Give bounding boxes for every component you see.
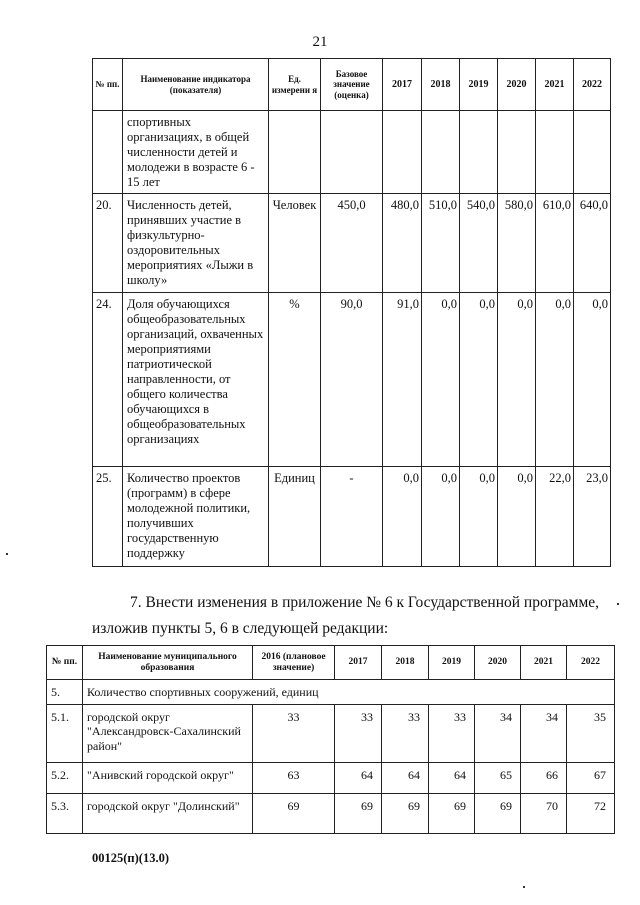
scan-speck (617, 603, 619, 605)
amendment-paragraph-line2: изложив пункты 5, 6 в следующей редакции: (92, 620, 389, 637)
value-2018: 33 (382, 705, 429, 763)
value-2018: 69 (382, 794, 429, 834)
row-number: 5. (47, 680, 83, 705)
value-2017 (383, 111, 422, 194)
municipality-name: городской округ "Долинский" (83, 794, 253, 834)
column-header: Наименование индикатора (показателя) (123, 59, 269, 111)
value-2019 (460, 111, 498, 194)
value-2017: 91,0 (383, 293, 422, 467)
value-2017: 64 (335, 763, 382, 794)
value-2019: 69 (429, 794, 475, 834)
value-2020: 0,0 (498, 467, 536, 567)
row-number: 25. (93, 467, 123, 567)
column-header: № пп. (93, 59, 123, 111)
value-2018 (422, 111, 460, 194)
row-number: 24. (93, 293, 123, 467)
municipality-name: городской округ "Александровск-Сахалинский район" (83, 705, 253, 763)
value-2019: 540,0 (460, 194, 498, 293)
value-2016: 69 (253, 794, 335, 834)
value-2016: 33 (253, 705, 335, 763)
value-2021: 610,0 (536, 194, 574, 293)
table-row (93, 111, 611, 194)
value-2019: 0,0 (460, 293, 498, 467)
table-header-row (93, 59, 611, 111)
value-2021: 70 (521, 794, 567, 834)
value-2020: 65 (475, 763, 521, 794)
value-2020: 580,0 (498, 194, 536, 293)
value-2022 (574, 111, 611, 194)
column-header: № пп. (47, 646, 83, 680)
unit: % (269, 293, 321, 467)
value-2017: 69 (335, 794, 382, 834)
column-header: 2022 (574, 59, 611, 111)
column-header: 2017 (383, 59, 422, 111)
value-2022: 72 (567, 794, 615, 834)
scan-speck (6, 553, 8, 555)
base-value: - (321, 467, 383, 567)
amendment-paragraph-line1: 7. Внести изменения в приложение № 6 к Государственной программе, (130, 594, 600, 611)
value-2020: 34 (475, 705, 521, 763)
row-number: 5.2. (47, 763, 83, 794)
value-2017: 0,0 (383, 467, 422, 567)
section-title: Количество спортивных сооружений, единиц (83, 680, 615, 705)
column-header: Базовое значение (оценка) (321, 59, 383, 111)
value-2020: 69 (475, 794, 521, 834)
value-2018: 0,0 (422, 293, 460, 467)
value-2022: 23,0 (574, 467, 611, 567)
row-number (93, 111, 123, 194)
value-2019: 64 (429, 763, 475, 794)
column-header: Наименование муниципального образования (83, 646, 253, 680)
indicators-table (92, 58, 611, 567)
column-header: 2020 (475, 646, 521, 680)
value-2016: 63 (253, 763, 335, 794)
section-row (47, 680, 615, 705)
page-number: 21 (312, 34, 328, 50)
scan-speck (523, 886, 525, 888)
indicator-name: Количество проектов (программ) в сфере молодежной политики, получивших государственную поддержку (123, 467, 269, 567)
value-2021: 66 (521, 763, 567, 794)
column-header: 2018 (422, 59, 460, 111)
indicator-name: Численность детей, принявших участие в физкультурно-оздоровительных мероприятиях «Лыжи в школу» (123, 194, 269, 293)
indicator-name: Доля обучающихся общеобразовательных организаций, охваченных мероприятиями патриотической направленности, от общего количества обучающихся в общеобразовательных организациях (123, 293, 269, 467)
value-2020: 0,0 (498, 293, 536, 467)
value-2018: 510,0 (422, 194, 460, 293)
value-2017: 480,0 (383, 194, 422, 293)
value-2021: 34 (521, 705, 567, 763)
value-2022: 67 (567, 763, 615, 794)
sports-facilities-table (46, 645, 615, 834)
document-code: 00125(п)(13.0) (92, 851, 169, 865)
column-header: Ед. измерени я (269, 59, 321, 111)
municipality-name: "Анивский городской округ" (83, 763, 253, 794)
table-row (93, 194, 611, 293)
table-row (93, 293, 611, 467)
column-header: 2017 (335, 646, 382, 680)
table-header-row (47, 646, 615, 680)
row-number: 5.3. (47, 794, 83, 834)
base-value: 450,0 (321, 194, 383, 293)
column-header: 2021 (536, 59, 574, 111)
value-2019: 0,0 (460, 467, 498, 567)
table-row (47, 705, 615, 763)
base-value (321, 111, 383, 194)
unit (269, 111, 321, 194)
value-2021 (536, 111, 574, 194)
table-row (47, 794, 615, 834)
table-row (93, 467, 611, 567)
column-header: 2022 (567, 646, 615, 680)
row-number: 20. (93, 194, 123, 293)
base-value: 90,0 (321, 293, 383, 467)
unit: Человек (269, 194, 321, 293)
column-header: 2020 (498, 59, 536, 111)
value-2019: 33 (429, 705, 475, 763)
value-2022: 0,0 (574, 293, 611, 467)
table-row (47, 763, 615, 794)
value-2021: 0,0 (536, 293, 574, 467)
value-2022: 35 (567, 705, 615, 763)
row-number: 5.1. (47, 705, 83, 763)
value-2020 (498, 111, 536, 194)
value-2017: 33 (335, 705, 382, 763)
column-header: 2016 (плановое значение) (253, 646, 335, 680)
column-header: 2018 (382, 646, 429, 680)
indicator-name: спортивных организациях, в общей численности детей и молодежи в возрасте 6 - 15 лет (123, 111, 269, 194)
column-header: 2021 (521, 646, 567, 680)
column-header: 2019 (429, 646, 475, 680)
column-header: 2019 (460, 59, 498, 111)
value-2022: 640,0 (574, 194, 611, 293)
unit: Единиц (269, 467, 321, 567)
value-2021: 22,0 (536, 467, 574, 567)
value-2018: 0,0 (422, 467, 460, 567)
value-2018: 64 (382, 763, 429, 794)
